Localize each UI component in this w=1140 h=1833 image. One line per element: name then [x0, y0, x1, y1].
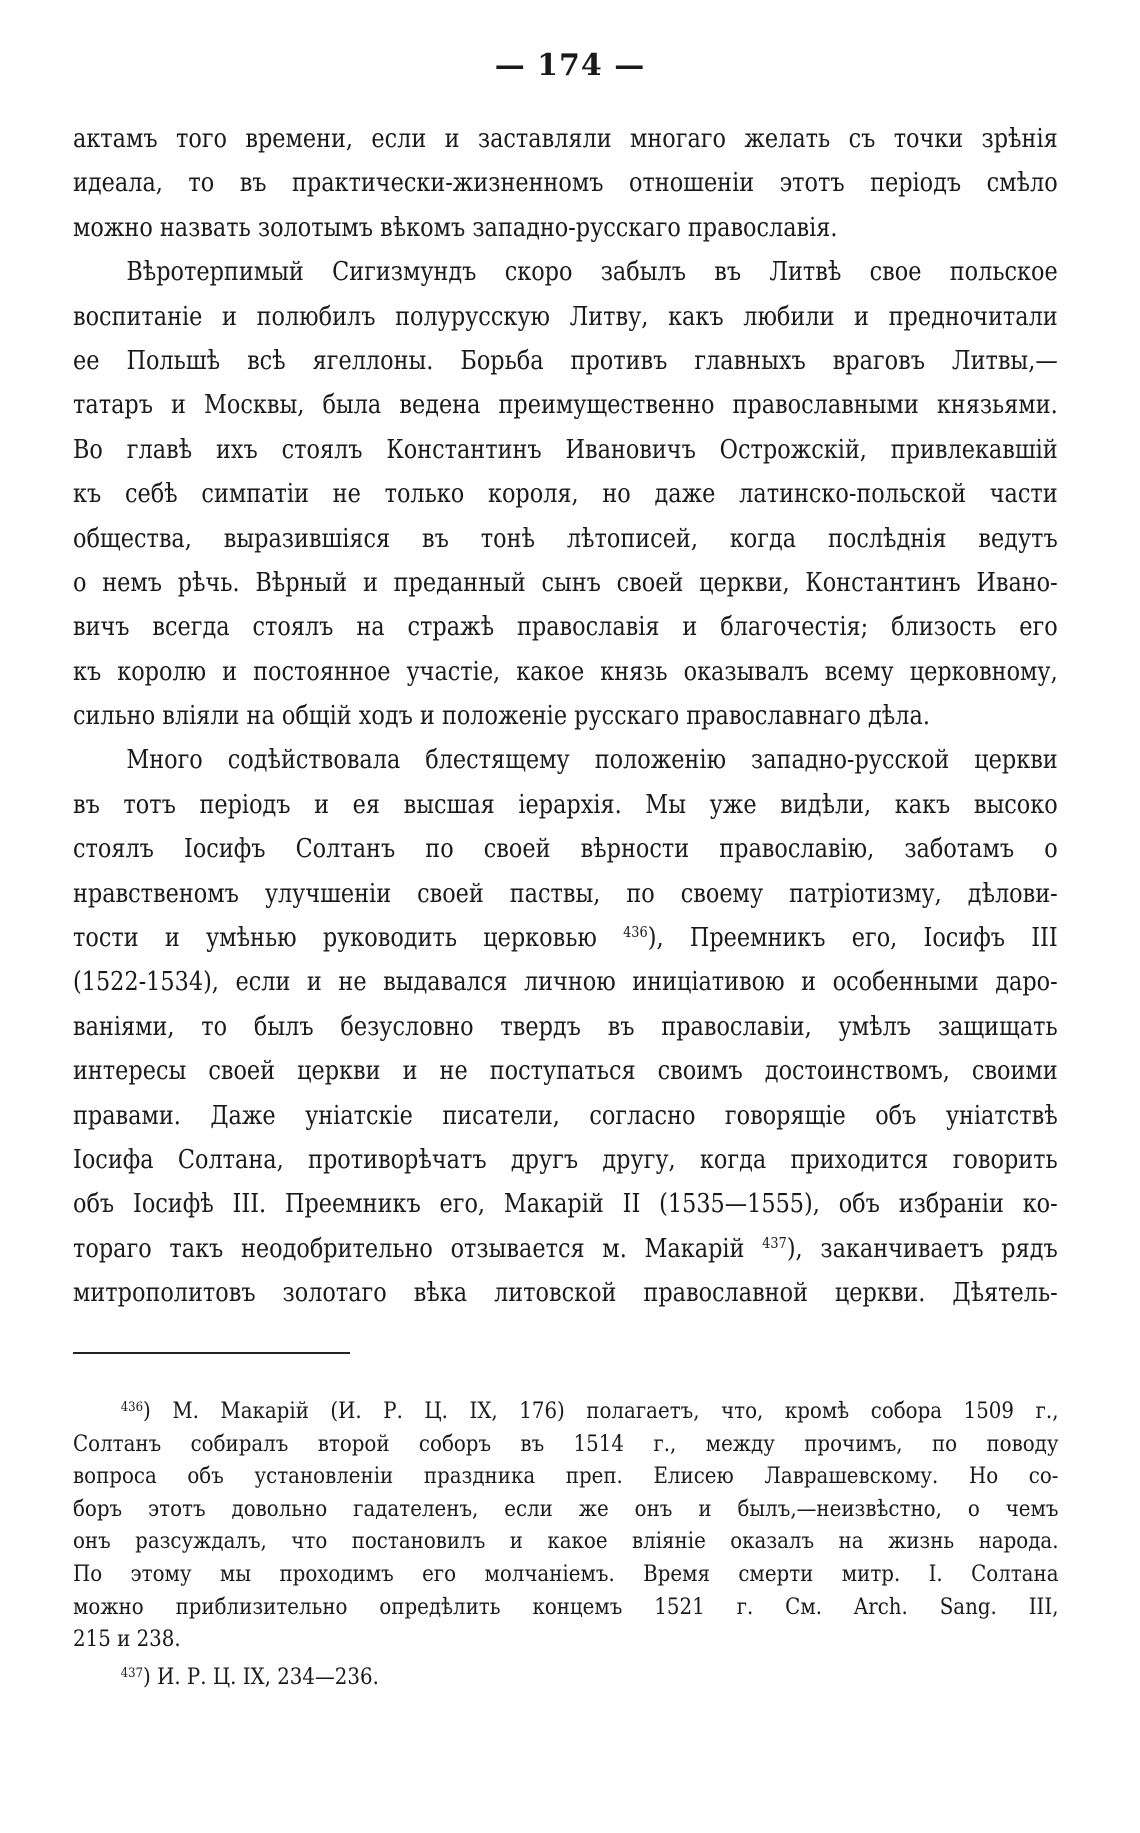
- text-line: сильно вліяли на общій ходъ и положеніе русскаго православнаго дѣла.: [73, 701, 930, 732]
- text-line: общества, выразившіяся въ тонѣ лѣтописей, когда послѣднія ведутъ: [73, 523, 1058, 554]
- footnote-437: [73, 1662, 1059, 1695]
- text-line: о немъ рѣчь. Вѣрный и преданный сынъ своей церкви, Константинъ Ивано-: [73, 567, 1058, 598]
- footnote-text: И. Р. Ц. IX, 234—236.: [157, 1664, 379, 1690]
- text-line: Много содѣйствовала блестящему положенію западно-русской церкви: [126, 745, 1058, 776]
- footnote-line: можно приблизительно опредѣлить концемъ 1521 г. См. Arch. Sang. III,: [73, 1594, 1059, 1620]
- footnote-line: 215 и 238.: [73, 1627, 181, 1653]
- text-line: воспитаніе и полюбилъ полурусскую Литву, какъ любили и предночитали: [73, 301, 1058, 332]
- text-line: актамъ того времени, если и заставляли многаго желать съ точки зрѣнія: [73, 124, 1058, 154]
- footnote-ref-437[interactable]: 437: [762, 1233, 787, 1252]
- footnote-marker: 437: [120, 1665, 144, 1681]
- footnote-ref-436[interactable]: 436: [623, 923, 648, 942]
- footnote-436: [73, 1396, 1059, 1429]
- text-line: интересы своей церкви и не поступаться своимъ достоинствомъ, своими: [73, 1056, 1058, 1087]
- footnote-line: вопроса объ установленіи праздника преп. Елисею Лаврашевскому. Но со-: [73, 1464, 1059, 1490]
- text-line: къ королю и постоянное участіе, какое князь оказывалъ всему церковному,: [73, 656, 1058, 687]
- text-line: къ себѣ симпатіи не только короля, но даже латинско-польской части: [73, 479, 1058, 510]
- footnote-divider: [73, 1352, 350, 1354]
- page-number: — 174 —: [494, 48, 646, 83]
- body-text: [73, 117, 1058, 1316]
- text-segment: заканчиваетъ рядъ: [820, 1233, 1058, 1264]
- text-line: Вѣротерпимый Сигизмундъ скоро забылъ въ Литвѣ свое польское: [126, 257, 1058, 288]
- footnote-marker-suffix: ): [143, 1399, 151, 1424]
- footnote-marker: 436: [120, 1400, 144, 1415]
- text-line: митрополитовъ золотаго вѣка литовской православной церкви. Дѣятель-: [73, 1278, 1058, 1309]
- text-segment: Преемникъ его, Іосифъ III: [689, 923, 1058, 954]
- footnote-line: боръ этотъ довольно гадателенъ, если же онъ и былъ,—неизвѣстно, о чемъ: [73, 1496, 1059, 1522]
- footnote-line: онъ разсуждалъ, что постановилъ и какое вліяніе оказалъ на жизнь народа.: [73, 1529, 1059, 1555]
- text-segment: тости и умѣнью руководить церковью: [73, 923, 597, 954]
- text-line: объ Іосифѣ III. Преемникъ его, Макарій II (1535—1555), объ избраніи ко-: [73, 1189, 1058, 1220]
- text-line: ваніями, то былъ безусловно твердъ въ православіи, умѣлъ защищать: [73, 1011, 1058, 1042]
- text-line: нравственомъ улучшеніи своей паствы, по своему патріотизму, дѣлови-: [73, 878, 1058, 909]
- text-line: можно назвать золотымъ вѣкомъ западно-русскаго православія.: [73, 212, 838, 243]
- footnote-marker-suffix: ): [143, 1664, 151, 1690]
- text-line: въ тотъ періодъ и ея высшая іерархія. Мы уже видѣли, какъ высоко: [73, 789, 1058, 820]
- text-line: вичъ всегда стоялъ на стражѣ православія и благочестія; близость его: [73, 612, 1058, 643]
- footnote-text: М. Макарій (И. Р. Ц. IX, 176) полагаетъ, что, кромѣ собора 1509 г.,: [172, 1399, 1059, 1424]
- footnotes: [73, 1396, 1058, 1694]
- text-segment: тораго такъ неодобрительно отзывается м. Макарій: [73, 1233, 745, 1264]
- footnote-ref-suffix: ): [786, 1233, 796, 1264]
- text-line: стоялъ Іосифъ Солтанъ по своей вѣрности православію, заботамъ о: [73, 834, 1058, 865]
- text-line: Іосифа Солтана, противорѣчатъ другъ другу, когда приходится говорить: [73, 1144, 1058, 1175]
- text-line: правами. Даже уніатскіе писатели, согласно говорящіе объ уніатствѣ: [73, 1100, 1058, 1131]
- footnote-ref-suffix: ): [647, 923, 657, 954]
- footnote-line: Солтанъ собиралъ второй соборъ въ 1514 г., между прочимъ, по поводу: [73, 1431, 1059, 1457]
- text-line: татаръ и Москвы, была ведена преимущественно православными князьями.: [73, 390, 1058, 421]
- text-line: тораго такъ неодобрительно отзывается м. Макарій $^{437}$), заканчиваетъ рядъ: [73, 1233, 1058, 1264]
- text-line: (1522-1534), если и не выдавался личною иниціативою и особенными даро-: [73, 967, 1058, 998]
- footnote-line: По этому мы проходимъ его молчаніемъ. Время смерти митр. І. Солтана: [73, 1561, 1059, 1587]
- text-line: ее Польшѣ всѣ ягеллоны. Борьба противъ главныхъ враговъ Литвы,—: [73, 345, 1058, 376]
- text-line: Во главѣ ихъ стоялъ Константинъ Ивановичъ Острожскій, привлекавшій: [73, 434, 1058, 465]
- text-line: идеала, то въ практически-жизненномъ отношеніи этотъ періодъ смѣло: [73, 168, 1058, 199]
- text-line: тости и умѣнью руководить церковью $^{436}$), Преемникъ его, Іосифъ III: [73, 923, 1058, 954]
